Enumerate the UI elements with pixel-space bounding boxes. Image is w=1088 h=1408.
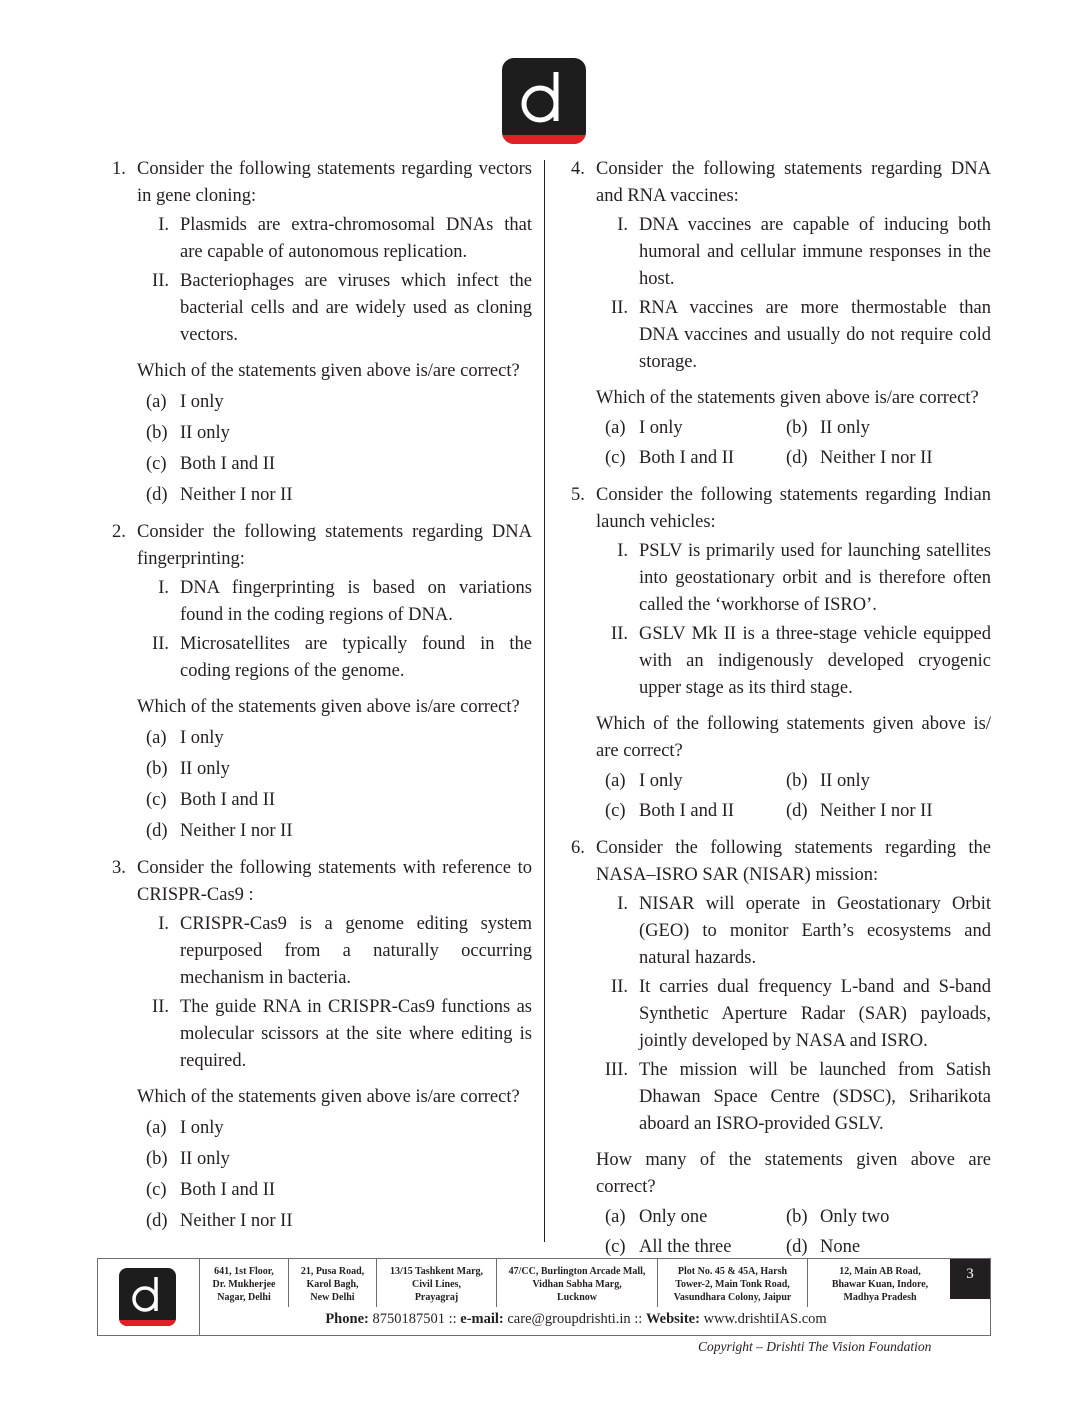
question-block	[112, 855, 532, 1235]
answer-option[interactable]	[146, 1177, 532, 1204]
footer-logo-cell	[98, 1259, 200, 1335]
option-text: II only	[180, 759, 230, 779]
statement-text: It carries dual frequency L-band and S-band Synthetic Aperture Radar (SAR) payloads, jointly developed by NASA and ISRO.	[639, 977, 991, 1051]
drishti-logo	[502, 58, 586, 144]
statement-number: I.	[158, 215, 169, 235]
option-text: None	[820, 1237, 861, 1257]
statement-text: GSLV Mk II is a three-stage vehicle equipped with an indigenously developed cryogenic upper stage as its third stage.	[639, 624, 991, 698]
question-number: 3.	[112, 858, 126, 878]
option-text: Only one	[639, 1207, 708, 1227]
website-link[interactable]: www.drishtiIAS.com	[703, 1311, 827, 1327]
statement-text: RNA vaccines are more thermostable than DNA vaccines and usually do not require cold storage.	[639, 298, 991, 372]
statement	[596, 891, 991, 972]
address-line: Tower-2, Main Tonk Road,	[675, 1279, 790, 1290]
option-text: Neither I nor II	[180, 821, 293, 841]
question-number: 1.	[112, 159, 126, 179]
option-text: Both I and II	[639, 801, 735, 821]
answer-option[interactable]	[146, 1115, 532, 1142]
statement-text: Plasmids are extra-chromosomal DNAs that are capable of autonomous replication.	[180, 215, 532, 262]
statement	[137, 631, 532, 685]
answer-option[interactable]	[605, 768, 786, 795]
statement-text: NISAR will operate in Geostationary Orbit (GEO) to monitor Earth’s ecosystems and natural hazards.	[639, 894, 991, 968]
answer-option[interactable]	[786, 798, 986, 825]
answer-option[interactable]	[605, 1204, 786, 1231]
page-number: 3	[950, 1259, 990, 1299]
address-cell	[200, 1259, 289, 1307]
option-text: I only	[639, 418, 683, 438]
option-key: (a)	[146, 392, 167, 412]
statement-text: Microsatellites are typically found in the coding regions of the genome.	[180, 634, 532, 681]
address-line: 12, Main AB Road,	[839, 1266, 921, 1277]
statement	[137, 911, 532, 992]
option-text: Neither I nor II	[180, 1211, 293, 1231]
address-cell	[658, 1259, 808, 1307]
separator: ::	[448, 1311, 457, 1327]
address-line: Nagar, Delhi	[217, 1292, 271, 1303]
email-label: e-mail:	[460, 1311, 504, 1327]
option-key: (d)	[786, 1237, 808, 1257]
address-cell	[377, 1259, 497, 1307]
address-cell	[497, 1259, 658, 1307]
option-key: (a)	[146, 728, 167, 748]
option-text: II only	[820, 771, 870, 791]
statement-number: II.	[152, 997, 169, 1017]
option-key: (b)	[146, 1149, 168, 1169]
contact-line	[200, 1311, 952, 1328]
option-key: (c)	[146, 1180, 167, 1200]
address-line: Dr. Mukherjee	[212, 1279, 276, 1290]
option-text: Neither I nor II	[180, 485, 293, 505]
address-line: Bhawar Kuan, Indore,	[831, 1279, 929, 1290]
statement-number: III.	[604, 1060, 628, 1080]
question-prompt: How many of the statements given above are correct?	[596, 1150, 991, 1197]
email-link[interactable]: care@groupdrishti.in	[507, 1311, 631, 1327]
statement-text: PSLV is primarily used for launching satellites into geostationary orbit and is therefore often called the ‘workhorse of ISRO’.	[639, 541, 991, 615]
statement	[137, 994, 532, 1075]
question-head	[571, 482, 991, 536]
statement-text: Bacteriophages are viruses which infect the bacterial cells and are widely used as cloning vectors.	[180, 271, 532, 345]
statement-number: I.	[617, 541, 628, 561]
statement-number: I.	[617, 215, 628, 235]
question-prompt: Which of the following statements given above is/ are correct?	[596, 714, 991, 761]
footer-box	[97, 1258, 991, 1336]
question-prompt: Which of the statements given above is/are correct?	[137, 697, 520, 717]
statement-number: I.	[158, 914, 169, 934]
question-head	[112, 855, 532, 909]
statement-number: II.	[152, 634, 169, 654]
statement-text: DNA vaccines are capable of inducing both humoral and cellular immune responses in the host.	[639, 215, 991, 289]
question-head	[112, 156, 532, 210]
question-head	[571, 835, 991, 889]
question-text: Consider the following statements with reference to CRISPR-Cas9 :	[137, 858, 532, 905]
answer-option[interactable]	[786, 415, 986, 442]
option-text: Both I and II	[180, 454, 276, 474]
option-key: (c)	[605, 448, 626, 468]
question-block	[112, 519, 532, 845]
options-list	[146, 389, 532, 509]
address-line: 21, Pusa Road,	[300, 1266, 365, 1277]
statement-number: I.	[158, 578, 169, 598]
address-cell	[289, 1259, 377, 1307]
answer-option[interactable]	[786, 768, 986, 795]
question-number: 2.	[112, 522, 126, 542]
answer-option[interactable]	[605, 415, 786, 442]
answer-option[interactable]	[146, 818, 532, 845]
answer-option[interactable]	[786, 445, 986, 472]
options-list	[605, 1201, 991, 1261]
option-key: (d)	[786, 801, 808, 821]
separator: ::	[634, 1311, 643, 1327]
option-text: II only	[180, 1149, 230, 1169]
question-text: Consider the following statements regarding DNA fingerprinting:	[137, 522, 532, 569]
statement	[596, 974, 991, 1055]
option-key: (d)	[146, 821, 168, 841]
question-head	[571, 156, 991, 210]
option-text: Both I and II	[639, 448, 735, 468]
statement	[137, 575, 532, 629]
website-label: Website:	[645, 1311, 700, 1327]
question-text: Consider the following statements regarding DNA and RNA vaccines:	[596, 159, 991, 206]
question-block	[571, 835, 991, 1261]
option-key: (a)	[146, 1118, 167, 1138]
statement-number: II.	[611, 298, 628, 318]
phone-label: Phone:	[325, 1311, 369, 1327]
question-block	[112, 156, 532, 509]
question-prompt: Which of the statements given above is/are correct?	[596, 388, 979, 408]
address-line: Lucknow	[556, 1292, 597, 1303]
option-key: (b)	[786, 771, 808, 791]
answer-option[interactable]	[605, 1234, 786, 1261]
address-line: Vidhan Sabha Marg,	[532, 1279, 622, 1290]
option-text: Neither I nor II	[820, 448, 933, 468]
option-key: (b)	[786, 1207, 808, 1227]
option-key: (c)	[146, 454, 167, 474]
option-key: (b)	[786, 418, 808, 438]
option-text: II only	[180, 423, 230, 443]
option-key: (a)	[605, 1207, 626, 1227]
address-line: Plot No. 45 & 45A, Harsh	[677, 1266, 788, 1277]
answer-option[interactable]	[146, 756, 532, 783]
options-list	[146, 1115, 532, 1235]
option-key: (b)	[146, 759, 168, 779]
address-row	[200, 1259, 952, 1309]
option-text: All the three	[639, 1237, 732, 1257]
statement-text: CRISPR-Cas9 is a genome editing system repurposed from a naturally occurring mechanism in bacteria.	[180, 914, 532, 988]
statement-text: The guide RNA in CRISPR-Cas9 functions as molecular scissors at the site where editing is required.	[180, 997, 532, 1071]
option-text: Both I and II	[180, 790, 276, 810]
footer-logo-red-bar	[119, 1320, 176, 1326]
statement	[596, 621, 991, 702]
question-number: 6.	[571, 838, 585, 858]
address-line: Civil Lines,	[412, 1279, 461, 1290]
answer-option[interactable]	[146, 451, 532, 478]
option-text: Neither I nor II	[820, 801, 933, 821]
options-list	[605, 412, 991, 472]
question-number: 5.	[571, 485, 585, 505]
question-number: 4.	[571, 159, 585, 179]
option-key: (d)	[146, 1211, 168, 1231]
statement	[596, 538, 991, 619]
address-line: 13/15 Tashkent Marg,	[389, 1266, 484, 1277]
option-text: I only	[180, 392, 224, 412]
option-key: (a)	[605, 771, 626, 791]
statement-text: The mission will be launched from Satish Dhawan Space Centre (SDSC), Sriharikota aboard an ISRO-provided GSLV.	[639, 1060, 991, 1134]
answer-option[interactable]	[146, 389, 532, 416]
option-key: (c)	[146, 790, 167, 810]
address-line: Prayagraj	[414, 1292, 459, 1303]
address-line: Madhya Pradesh	[843, 1292, 917, 1303]
question-head	[112, 519, 532, 573]
address-line: Vasundhara Colony, Jaipur	[673, 1292, 792, 1303]
option-key: (b)	[146, 423, 168, 443]
column-divider	[544, 160, 545, 1242]
statement	[137, 268, 532, 349]
option-text: I only	[180, 728, 224, 748]
copyright-text: Copyright – Drishti The Vision Foundation	[698, 1339, 932, 1354]
letter-d-logo-icon	[502, 58, 586, 144]
question-prompt: Which of the statements given above is/are correct?	[137, 361, 520, 381]
option-text: Only two	[820, 1207, 890, 1227]
answer-option[interactable]	[146, 725, 532, 752]
statement-number: II.	[611, 977, 628, 997]
answer-option[interactable]	[146, 1208, 532, 1235]
statement-number: I.	[617, 894, 628, 914]
right-column	[571, 156, 991, 1271]
answer-option[interactable]	[605, 445, 786, 472]
address-line: Karol Bagh,	[306, 1279, 359, 1290]
logo-red-bar	[502, 135, 586, 144]
left-column	[112, 156, 532, 1245]
answer-option[interactable]	[786, 1204, 986, 1231]
option-text: I only	[639, 771, 683, 791]
statement-number: II.	[152, 271, 169, 291]
statement	[596, 212, 991, 293]
answer-option[interactable]	[786, 1234, 986, 1261]
answer-option[interactable]	[146, 787, 532, 814]
question-text: Consider the following statements regarding the NASA–ISRO SAR (NISAR) mission:	[596, 838, 991, 885]
option-text: Both I and II	[180, 1180, 276, 1200]
option-key: (c)	[605, 801, 626, 821]
statement-number: II.	[611, 624, 628, 644]
statement	[596, 1057, 991, 1138]
statement	[137, 212, 532, 266]
option-key: (d)	[786, 448, 808, 468]
options-list	[146, 725, 532, 845]
question-text: Consider the following statements regarding vectors in gene cloning:	[137, 159, 532, 206]
option-key: (c)	[605, 1237, 626, 1257]
option-key: (a)	[605, 418, 626, 438]
option-key: (d)	[146, 485, 168, 505]
question-prompt: Which of the statements given above is/are correct?	[137, 1087, 520, 1107]
address-line: 47/CC, Burlington Arcade Mall,	[508, 1266, 646, 1277]
option-text: I only	[180, 1118, 224, 1138]
question-block	[571, 156, 991, 472]
footer-letter-d-icon	[119, 1268, 176, 1326]
statement	[596, 295, 991, 376]
answer-option[interactable]	[146, 1146, 532, 1173]
address-line: New Delhi	[310, 1292, 355, 1303]
answer-option[interactable]	[146, 420, 532, 447]
question-block	[571, 482, 991, 825]
question-text: Consider the following statements regarding Indian launch vehicles:	[596, 485, 991, 532]
options-list	[605, 765, 991, 825]
option-text: II only	[820, 418, 870, 438]
footer-logo	[119, 1268, 176, 1326]
answer-option[interactable]	[605, 798, 786, 825]
address-cell	[808, 1259, 952, 1307]
statement-text: DNA fingerprinting is based on variations found in the coding regions of DNA.	[180, 578, 532, 625]
answer-option[interactable]	[146, 482, 532, 509]
phone-value: 8750187501	[372, 1311, 445, 1327]
address-line: 641, 1st Floor,	[214, 1266, 274, 1277]
